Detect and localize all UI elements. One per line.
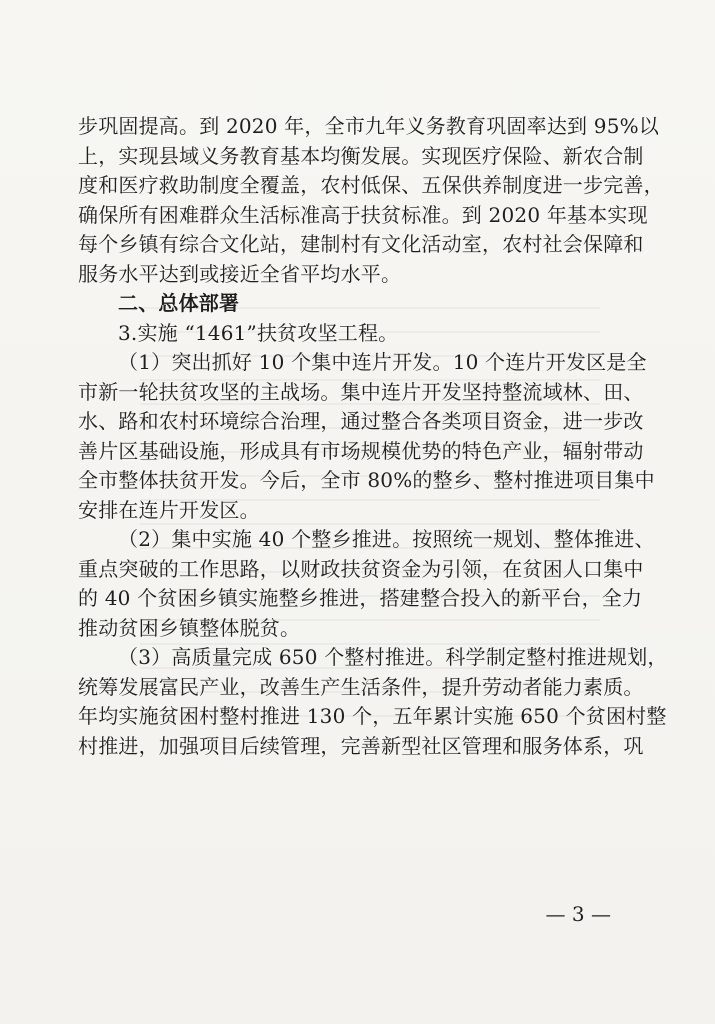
paragraph-line: （3）高质量完成 650 个整村推进。科学制定整村推进规划， xyxy=(118,645,668,669)
body-text xyxy=(78,112,668,761)
paragraph-line: （2）集中实施 40 个整乡推进。按照统一规划、整体推进、 xyxy=(118,527,655,551)
paragraph-line: 安排在连片开发区。 xyxy=(78,497,260,522)
text-line: 确保所有困难群众生活标准高于扶贫标准。到 2020 年基本实现 xyxy=(78,202,648,227)
paragraph-line: 统筹发展富民产业，改善生产生活条件，提升劳动者能力素质。 xyxy=(78,674,644,699)
paragraph-line: （1）突出抓好 10 个集中连片开发。10 个连片开发区是全 xyxy=(118,350,647,374)
text-line: 度和医疗救助制度全覆盖，农村低保、五保供养制度进一步完善， xyxy=(78,173,664,197)
paragraph-line: 善片区基础设施，形成具有市场规模优势的特色产业，辐射带动 xyxy=(78,438,644,463)
text-line: 每个乡镇有综合文化站，建制村有文化活动室，农村社会保障和 xyxy=(78,232,644,256)
text-line: 步巩固提高。到 2020 年，全市九年义务教育巩固率达到 95%以 xyxy=(78,114,660,138)
page-number: — 3 — xyxy=(545,902,611,926)
text-line: 上，实现县域义务教育基本均衡发展。实现医疗保险、新农合制 xyxy=(78,143,644,168)
paragraph-line: 全市整体扶贫开发。今后，全市 80%的整乡、整村推进项目集中 xyxy=(78,468,655,492)
paragraph-line: 重点突破的工作思路，以财政扶贫资金为引领，在贫困人口集中 xyxy=(78,556,644,581)
text-line: 服务水平达到或接近全省平均水平。 xyxy=(78,261,402,286)
paragraph-line: 水、路和农村环境综合治理，通过整合各类项目资金，进一步改 xyxy=(78,409,644,433)
section-heading: 二、总体部署 xyxy=(118,291,240,315)
paragraph-line: 的 40 个贫困乡镇实施整乡推进，搭建整合投入的新平台，全力 xyxy=(78,586,643,610)
paragraph-line: 市新一轮扶贫攻坚的主战场。集中连片开发坚持整流域林、田、 xyxy=(78,379,644,404)
paragraph-line: 年均实施贫困村整村推进 130 个，五年累计实施 650 个贫困村整 xyxy=(78,704,667,728)
subsection-title: 3.实施 “1461”扶贫攻坚工程。 xyxy=(118,320,399,345)
paragraph-line: 推动贫困乡镇整体脱贫。 xyxy=(78,615,301,640)
paragraph-line: 村推进，加强项目后续管理，完善新型社区管理和服务体系，巩 xyxy=(78,733,644,758)
